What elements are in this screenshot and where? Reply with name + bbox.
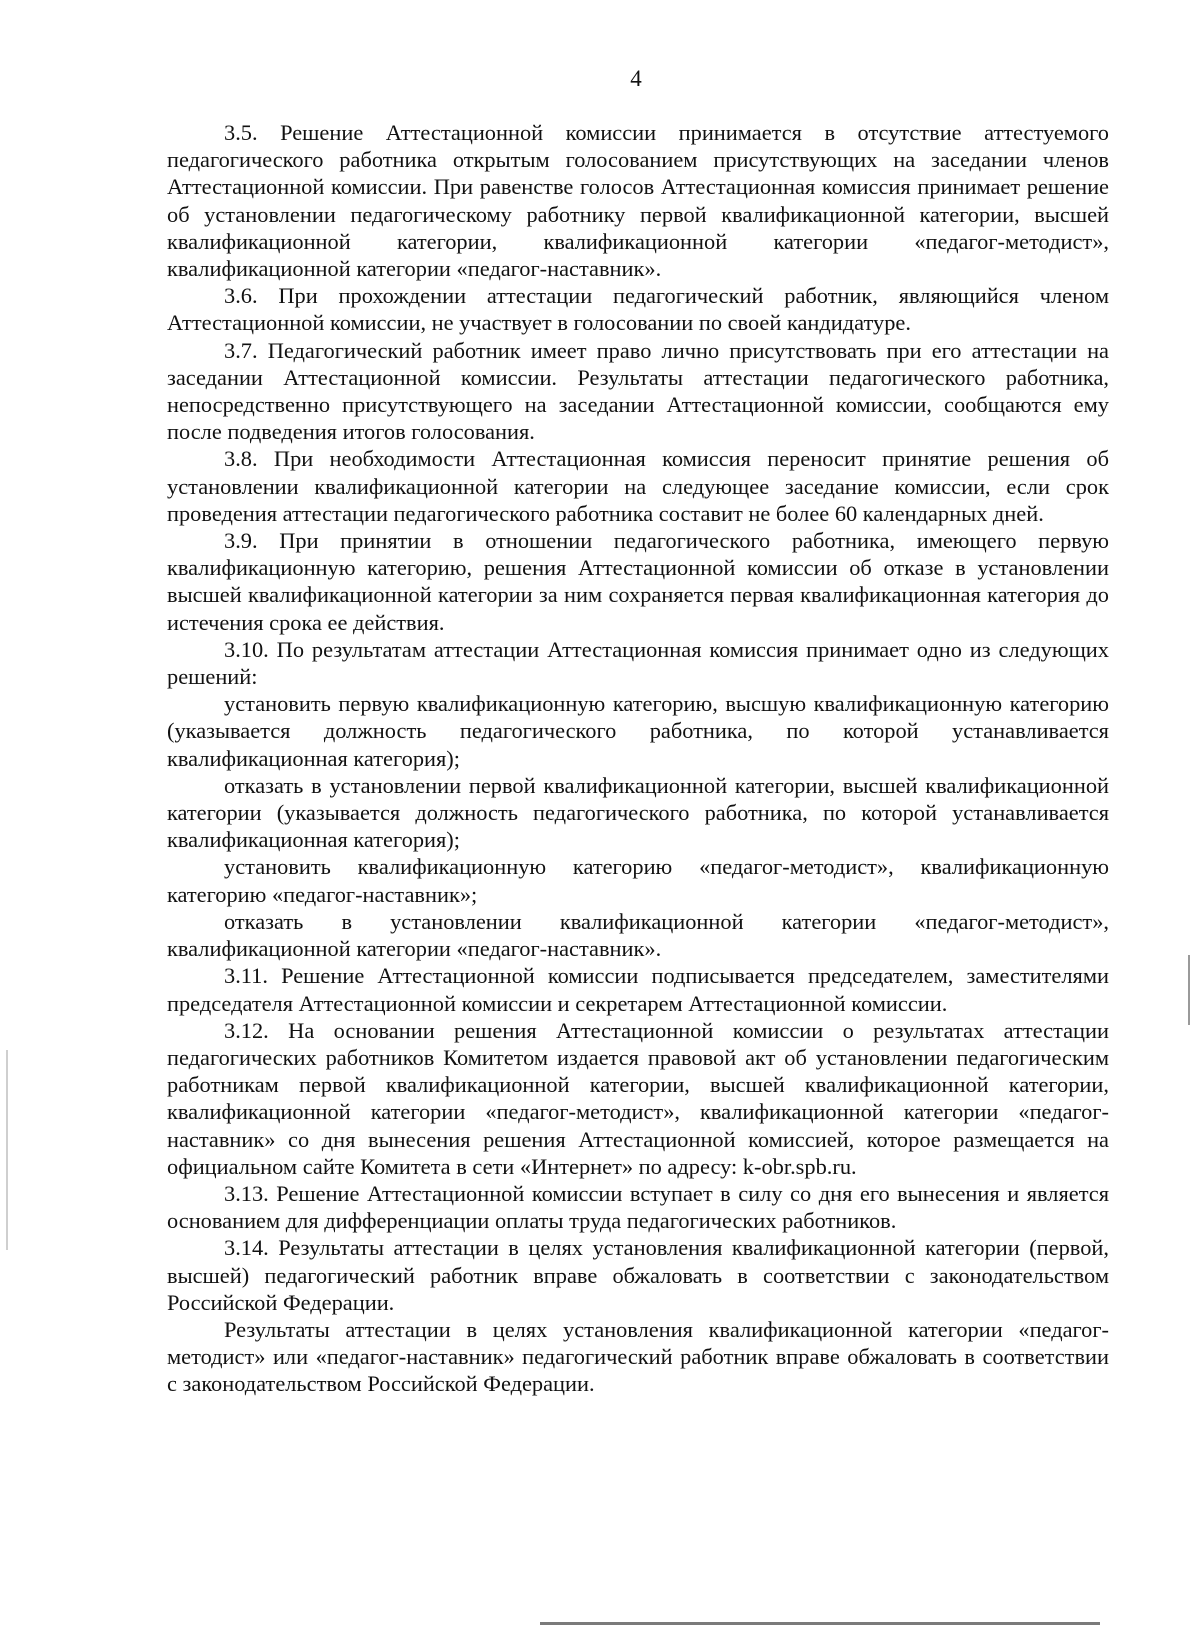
page-number: 4 [630,66,642,91]
paragraph-3-13: 3.13. Решение Аттестационной комиссии вступает в силу со дня его вынесения и является основанием для дифференциации оплаты труда педагогических работников. [167,1180,1109,1234]
paragraph-3-14-continued: Результаты аттестации в целях установления квалификационной категории «педагог-методист» или «педагог-наставник» педагогический работник вправе обжаловать в соответствии с законодательством Российской Федерации. [167,1316,1109,1397]
paragraph-3-9: 3.9. При принятии в отношении педагогического работника, имеющего первую квалификационную категорию, решения Аттестационной комиссии об отказе в установлении высшей квалификационной категории за ним сохраняется первая квалификационная категория до истечения срока ее действия. [167,528,1109,635]
paragraph-3-11: 3.11. Решение Аттестационной комиссии подписывается председателем, заместителями председателя Аттестационной комиссии и секретарем Аттестационной комиссии. [167,963,1109,1016]
paragraph-3-7: 3.7. Педагогический работник имеет право лично присутствовать при его аттестации на заседании Аттестационной комиссии. Результаты аттестации педагогического работника, непосредственно присутствующего на заседании Аттестационной комиссии, сообщаются ему после подведения итогов голосования. [167,337,1109,445]
paragraph-3-12: 3.12. На основании решения Аттестационной комиссии о результатах аттестации педагогических работников Комитетом издается правовой акт об установлении педагогическим работникам первой квалификационной категории, высшей квалификационной категории, квалификационной категории «педагог-методист», квалификационной категории «педагог-наставник» со дня вынесения решения Аттестационной комиссией, которое размещается на официальном сайте Комитета в сети «Интернет» по адресу: k-obr.spb.ru. [167,1017,1109,1179]
decision-option-4: отказать в установлении квалификационной категории «педагог-методист», квалификационной категории «педагог-наставник». [167,908,1109,962]
paragraph-3-6: 3.6. При прохождении аттестации педагогический работник, являющийся членом Аттестационной комиссии, не участвует в голосовании по своей кандидатуре. [167,283,1109,336]
paragraph-3-5: 3.5. Решение Аттестационной комиссии принимается в отсутствие аттестуемого педагогического работника открытым голосованием присутствующих на заседании членов Аттестационной комиссии. При равенстве голосов Аттестационная комиссия принимает решение об установлении педагогическому работнику первой квалификационной категории, высшей квалификационной категории, квалификационной категории «педагог-методист», квалификационной категории «педагог-наставник». [167,120,1109,282]
scan-artifact-bottom [540,1622,1100,1625]
paragraph-3-8: 3.8. При необходимости Аттестационная комиссия переносит принятие решения об установлении квалификационной категории на следующее заседание комиссии, если срок проведения аттестации педагогического работника составит не более 60 календарных дней. [167,446,1109,526]
decision-option-1: установить первую квалификационную категорию, высшую квалификационную категорию (указывается должность педагогического работника, по которой устанавливается квалификационная категория); [167,691,1109,771]
scan-artifact-right [1188,955,1190,1025]
decision-option-2: отказать в установлении первой квалификационной категории, высшей квалификационной категории (указывается должность педагогического работника, по которой устанавливается квалификационная категория); [167,772,1109,853]
document-body [167,119,1109,1398]
decision-option-3: установить квалификационную категорию «педагог-методист», квалификационную категорию «педагог-наставник»; [167,854,1109,907]
paragraph-3-10: 3.10. По результатам аттестации Аттестационная комиссия принимает одно из следующих решений: [167,636,1109,690]
scan-artifact-left [6,1050,8,1250]
paragraph-3-14: 3.14. Результаты аттестации в целях установления квалификационной категории (первой, высшей) педагогический работник вправе обжаловать в соответствии с законодательством Российской Федерации. [167,1235,1109,1315]
